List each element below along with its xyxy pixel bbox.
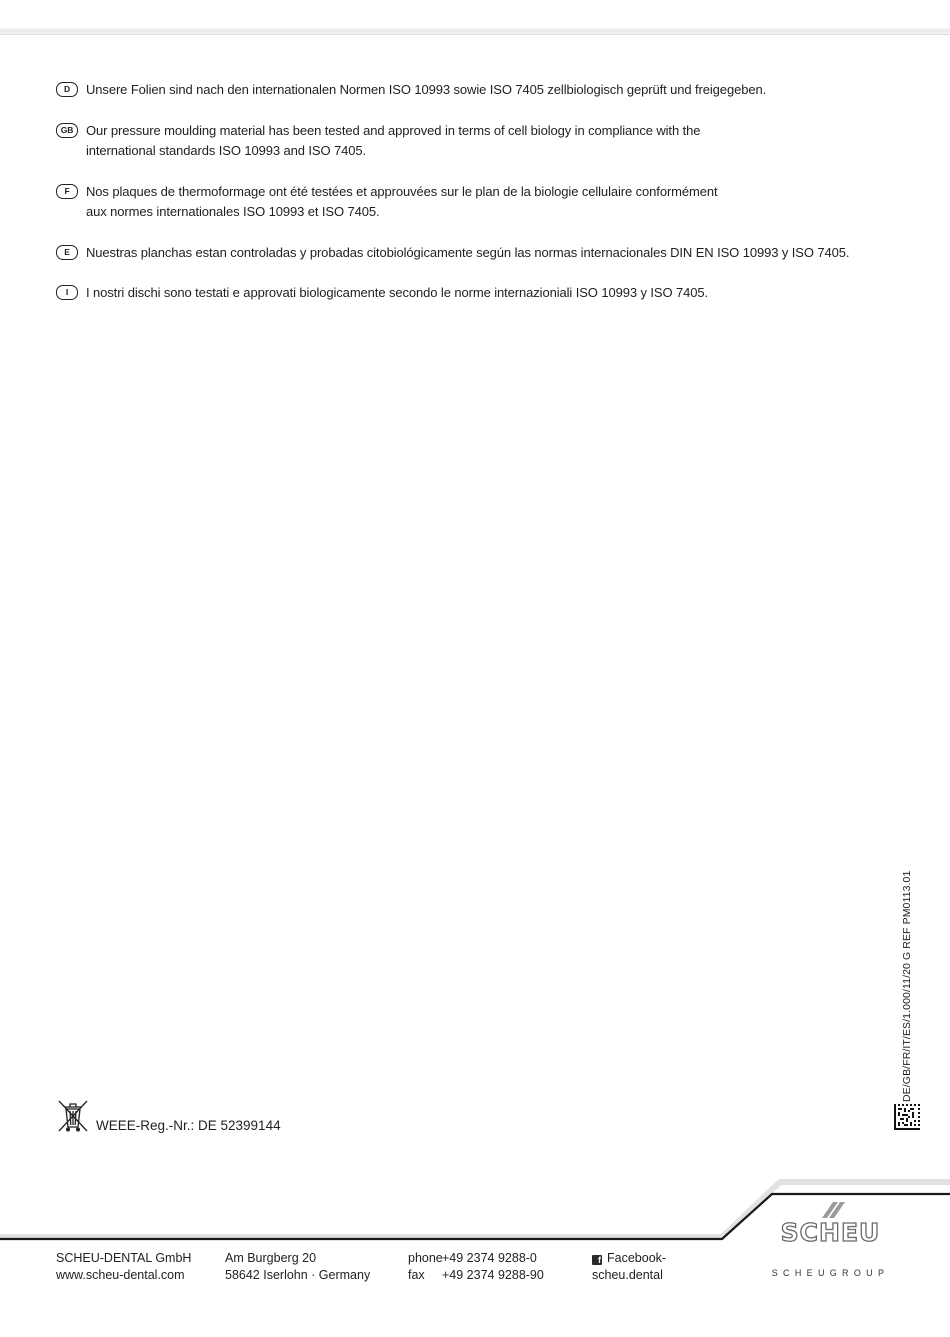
- phone-line: [408, 1250, 544, 1267]
- facebook-line: [592, 1250, 666, 1267]
- statement-fr: [56, 182, 916, 223]
- page-top-edge: [0, 0, 950, 35]
- statement-es: [56, 243, 916, 264]
- statement-text: aux normes internationales ISO 10993 et ISO 7405.: [86, 204, 380, 219]
- phone-label: phone: [408, 1251, 443, 1265]
- address-city: 58642 Iserlohn · Germany: [225, 1268, 371, 1282]
- language-badge-de: D: [56, 82, 78, 97]
- statement-gb: [56, 121, 916, 162]
- statement-text: I nostri dischi sono testati e approvati biologicamente secondo le norme internazioniali ISO 10993 y ISO 7405.: [86, 285, 709, 300]
- facebook-handle: scheu.dental: [592, 1268, 663, 1282]
- contact-facebook: [592, 1250, 666, 1284]
- data-matrix-code-icon: [894, 1104, 920, 1130]
- statement-text: Unsere Folien sind nach den internationalen Normen ISO 10993 sowie ISO 7405 zellbiologisch geprüft und freigegeben.: [86, 82, 767, 97]
- statement-text: Our pressure moulding material has been tested and approved in terms of cell biology in compliance with the: [86, 122, 701, 138]
- statement-text: international standards ISO 10993 and ISO 7405.: [86, 143, 367, 158]
- address-street: Am Burgberg 20: [225, 1251, 317, 1265]
- certification-statements: [56, 80, 916, 304]
- weee-registration-number: WEEE-Reg.-Nr.: DE 52399144: [96, 1117, 281, 1133]
- statement-text: Nos plaques de thermoformage ont été testées et approuvées sur le plan de la biologie cellulaire conformément: [86, 183, 718, 199]
- weee-registration: [56, 1098, 281, 1134]
- statement-text: Nuestras planchas estan controladas y probadas citobiológicamente según las normas internacionales DIN EN ISO 10993 y ISO 7405.: [86, 244, 850, 260]
- statement-de: [56, 80, 916, 101]
- logo-wordmark: SCHEU: [780, 1218, 881, 1247]
- company-website: www.scheu-dental.com: [56, 1268, 185, 1282]
- language-badge-es: E: [56, 245, 78, 260]
- contact-address: [225, 1250, 370, 1284]
- contact-phone-fax: [408, 1250, 544, 1284]
- statement-it: [56, 283, 916, 304]
- fax-line: [408, 1267, 544, 1284]
- company-name: SCHEU-DENTAL GmbH: [56, 1251, 192, 1265]
- contact-company: [56, 1250, 191, 1284]
- language-badge-gb: GB: [56, 123, 78, 138]
- language-badge-fr: F: [56, 184, 78, 199]
- document-reference-code: DE/GB/FR/IT/ES/1.000/11/20 G REF PM0113.01: [901, 870, 913, 1102]
- facebook-icon: f: [592, 1255, 602, 1265]
- logo-stripes-icon: [767, 1200, 894, 1220]
- crossed-out-wheelie-bin-icon: [56, 1098, 90, 1134]
- facebook-label: Facebook-: [607, 1251, 667, 1265]
- phone-number: +49 2374 9288-0: [442, 1251, 537, 1265]
- fax-number: +49 2374 9288-90: [442, 1268, 544, 1282]
- scheu-logo: [767, 1200, 894, 1282]
- language-badge-it: I: [56, 285, 78, 300]
- fax-label: fax: [408, 1268, 425, 1282]
- logo-group-name: SCHEUGROUP: [771, 1268, 890, 1278]
